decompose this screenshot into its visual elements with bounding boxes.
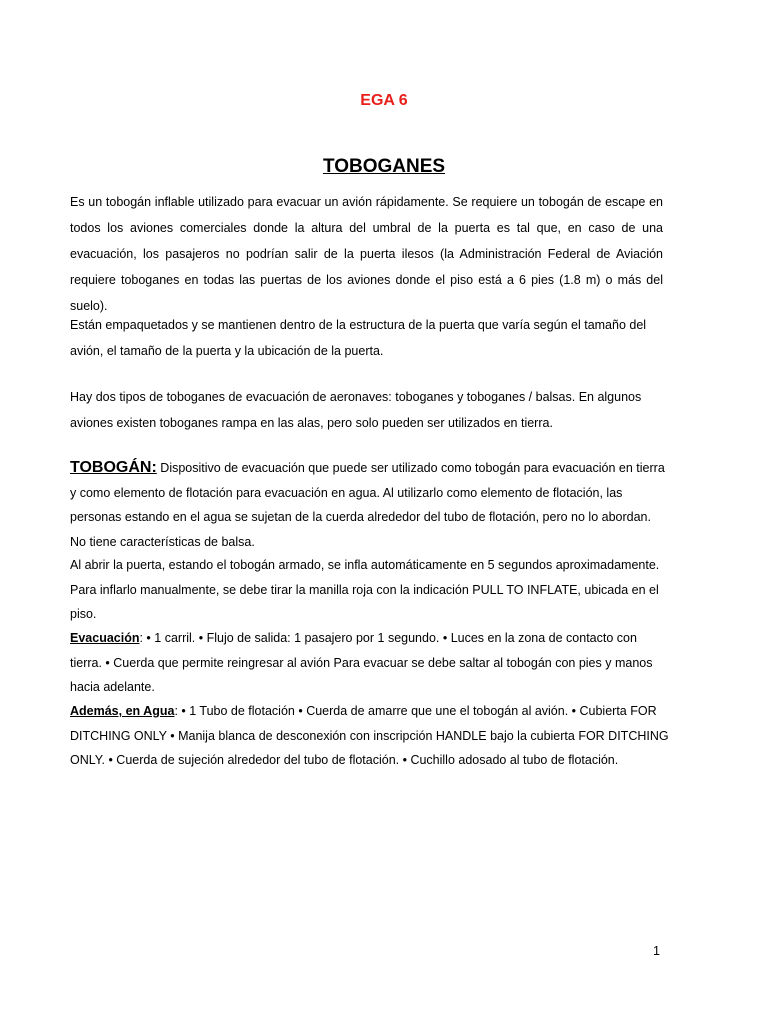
paragraph-manual-inflation: Al abrir la puerta, estando el tobogán armado, se infla automáticamente en 5 segundos aproximadamente. Para inflarlo manualmente, se debe tirar la manilla roja con la indicación PULL TO INFLATE, ubicada en el piso. (70, 558, 660, 621)
paragraph-agua (70, 699, 670, 773)
paragraph-tobogan (70, 456, 670, 554)
tobogan-colon: : (151, 459, 157, 476)
paragraph-intro: Es un tobogán inflable utilizado para evacuar un avión rápidamente. Se requiere un tobogán de escape en todos los aviones comerciales donde la altura del umbral de la puerta es tal que, en caso de una evacuación, los pasajeros no podrían salir de la puerta ilesos (la Administración Federal de Aviación requiere toboganes en todas las puertas de los aviones donde el piso está a 6 pies (1.8 m) o más del suelo). (70, 195, 663, 313)
agua-text: : • 1 Tubo de flotación • Cuerda de amarre que une el tobogán al avión. • Cubierta FOR DITCHING ONLY • Manija blanca de desconexión con inscripción HANDLE bajo la cubierta FOR DITCHING ONLY. • Cuerda de sujeción alrededor del tubo de flotación. • Cuchillo adosado al tubo de flotación. (70, 704, 669, 767)
evacuacion-text: : • 1 carril. • Flujo de salida: 1 pasajero por 1 segundo. • Luces en la zona de contacto con tierra. • Cuerda que permite reingresar al avión Para evacuar se debe saltar al tobogán con pies y manos hacia adelante. (70, 631, 653, 694)
section-heading: TOBOGANES (322, 156, 446, 177)
tobogan-definition: Dispositivo de evacuación que puede ser utilizado como tobogán para evacuación en tierra y como elemento de flotación para evacuación en agua. Al utilizarlo como elemento de flotación, las personas estando en el agua se sujetan de la cuerda alrededor del tubo de flotación, pero no lo abordan. No tiene características de balsa. (70, 461, 665, 549)
agua-term: Además, en Agua (70, 704, 175, 718)
paragraph-evacuacion (70, 626, 670, 700)
evacuacion-term: Evacuación (70, 631, 140, 645)
paragraph-types: Hay dos tipos de toboganes de evacuación de aeronaves: toboganes y toboganes / balsas. En algunos aviones existen toboganes rampa en las alas, pero solo pueden ser utilizados en tierra. (70, 390, 642, 430)
document-title: EGA 6 (360, 92, 408, 109)
paragraph-packaging: Están empaquetados y se mantienen dentro de la estructura de la puerta que varía según el tamaño del avión, el tamaño de la puerta y la ubicación de la puerta. (70, 318, 647, 358)
page-number: 1 (653, 944, 660, 958)
tobogan-term: TOBOGÁN (70, 459, 152, 476)
